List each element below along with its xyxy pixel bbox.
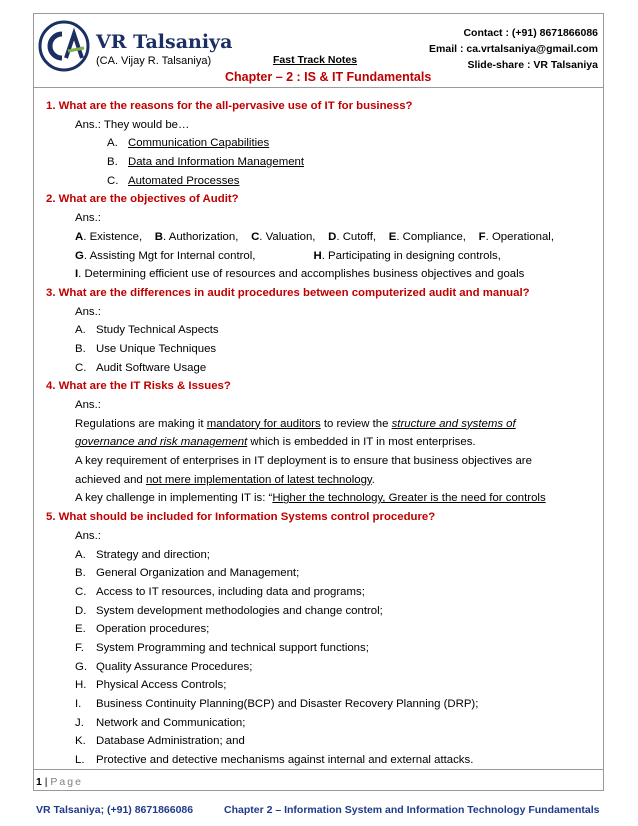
chapter-title: Chapter – 2 : IS & IT Fundamentals: [225, 70, 432, 84]
answer-label: Ans.:: [75, 212, 101, 225]
fast-track-notes-heading: Fast Track Notes: [273, 54, 358, 66]
list-item: B. General Organization and Management;: [75, 567, 300, 580]
answer-label: Ans.:: [75, 305, 101, 318]
list-item: J. Network and Communication;: [75, 716, 246, 729]
list-item: I. Business Continuity Planning(BCP) and Disaster Recovery Planning (DRP);: [75, 698, 479, 710]
footer-chapter: Chapter 2 – Information System and Information Technology Fundamentals: [224, 804, 600, 816]
list-item: C. Automated Processes: [107, 174, 240, 187]
ca-logo-icon: [38, 20, 90, 72]
question-5: 5. What should be included for Information Systems control procedure?: [46, 511, 436, 524]
list-item: B. Data and Information Management: [107, 156, 305, 169]
brand-subtitle: (CA. Vijay R. Talsaniya): [96, 55, 212, 67]
list-item: K. Database Administration; and: [75, 735, 245, 748]
answer-label: Ans.:: [75, 529, 101, 542]
objectives-row-2: G. Assisting Mgt for Internal control, H. Participating in designing controls,: [75, 249, 501, 262]
list-item: L. Protective and detective mechanisms against internal and external attacks.: [75, 754, 474, 767]
objectives-row-3: I. Determining efficient use of resources and accomplishes business objectives and goals: [75, 268, 525, 281]
question-1: 1. What are the reasons for the all-pervasive use of IT for business?: [46, 100, 413, 112]
contact-block: [429, 25, 598, 73]
paragraph-line: achieved and not mere implementation of latest technology.: [75, 473, 375, 486]
question-2: 2. What are the objectives of Audit?: [46, 193, 239, 206]
control-procedure-list: [46, 546, 598, 770]
paragraph-line: A key requirement of enterprises in IT deployment is to ensure that business objectives are: [75, 455, 532, 468]
question-4: 4. What are the IT Risks & Issues?: [46, 380, 231, 393]
list-item: H. Physical Access Controls;: [75, 679, 227, 692]
list-item: C. Audit Software Usage: [75, 361, 207, 374]
brand-name: VR Talsaniya: [96, 31, 233, 53]
question-3: 3. What are the differences in audit procedures between computerized audit and manual?: [46, 286, 530, 299]
objectives-row-1: A. Existence, B. Authorization, C. Valuation, D. Cutoff, E. Compliance, F. Operational,: [75, 230, 554, 243]
paragraph-line: Regulations are making it mandatory for auditors to review the structure and systems of: [75, 417, 516, 430]
answer-label: Ans.:: [75, 399, 101, 411]
answer-label: Ans.: They would be…: [75, 118, 190, 131]
notes-body: [46, 97, 598, 770]
list-item: C. Access to IT resources, including data and programs;: [75, 585, 365, 598]
footer-contact: VR Talsaniya; (+91) 8671866086: [36, 804, 194, 816]
page-number: 1 | Page: [36, 776, 83, 788]
contact-slideshare: Slide-share : VR Talsaniya: [467, 59, 598, 71]
list-item: A. Strategy and direction;: [75, 548, 210, 561]
contact-phone: Contact : (+91) 8671866086: [463, 27, 598, 39]
list-item: D. System development methodologies and change control;: [75, 604, 383, 617]
list-item: A. Study Technical Aspects: [75, 324, 219, 337]
list-item: B. Use Unique Techniques: [75, 342, 217, 355]
list-item: E. Operation procedures;: [75, 623, 210, 636]
contact-email: Email : ca.vrtalsaniya@gmail.com: [429, 43, 598, 55]
list-item: F. System Programming and technical support functions;: [75, 641, 369, 654]
list-item: A. Communication Capabilities: [107, 137, 270, 150]
paragraph-line: governance and risk management which is embedded in IT in most enterprises.: [75, 436, 476, 449]
list-item: G. Quality Assurance Procedures;: [75, 660, 253, 673]
paragraph-line: A key challenge in implementing IT is: “Higher the technology, Greater is the need for controls: [75, 492, 546, 505]
header-divider: [34, 87, 603, 88]
